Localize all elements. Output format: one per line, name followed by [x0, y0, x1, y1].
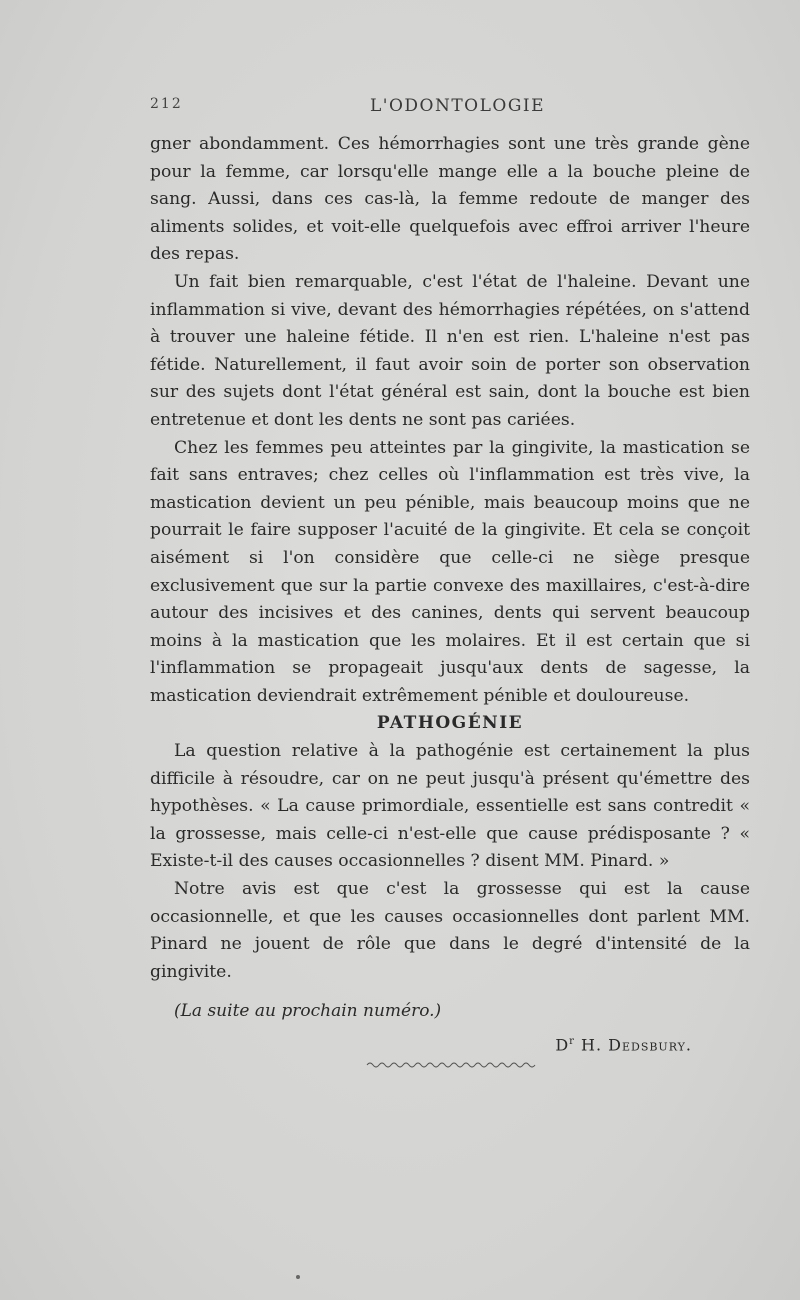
continuation-text: (La suite au prochain numéro.)	[174, 1001, 442, 1022]
page-speck	[296, 1275, 300, 1279]
paragraph-3: Chez les femmes peu atteintes par la gingivite, la mastication se fait sans entraves; chez celles où l'inflammation est très vive, la mastication devient un peu pénible, mais beaucoup moins que ne pourrait le faire supposer l'acuité de la gingivite. Et cela se conçoit aisément si l'on considère que celle-ci ne siège presque exclusivement que sur la partie convexe des maxillaires, c'est-à-dire autour des incisives et des canines, dents qui servent beaucoup moins à la mastication que les molaires. Et il est certain que si l'inflammation se propageait jusqu'aux dents de sagesse, la mastication deviendrait extrêmement pénible et douloureuse.	[150, 437, 750, 706]
paragraph-1: gner abondamment. Ces hémorrhagies sont une très grande gène pour la femme, car lorsqu'elle mange elle a la bouche pleine de sang. Aussi, dans ces cas-là, la femme redoute de manger des aliments solides, et voit-elle quelquefois avec effroi arriver l'heure des repas.	[150, 134, 750, 265]
signature-name: H. Dedsbury.	[581, 1035, 692, 1055]
paragraph-2: Un fait bien remarquable, c'est l'état de l'haleine. Devant une inflammation si vive, devant des hémorrhagies répétées, on s'attend à trouver une haleine fétide. Il n'en est rien. L'haleine n'est pas fétide. Naturellement, il faut avoir soin de porter son observation sur des sujets dont l'état général est sain, dont la bouche est bien entretenue et dont les dents ne sont pas cariées.	[150, 271, 750, 430]
signature-prefix: D	[555, 1035, 570, 1055]
paragraph-4: La question relative à la pathogénie est certainement la plus difficile à résoudre, car on ne peut jusqu'à présent qu'émettre des hypothèses. « La cause primordiale, essentielle est sans contredit « la grossesse, mais celle-ci n'est-elle que cause prédisposante ? « Existe-t-il des causes occasionnelles ? disent MM. Pinard. »	[150, 741, 750, 872]
running-title: L'ODONTOLOGIE	[370, 96, 546, 116]
ornament-divider	[365, 1057, 540, 1071]
signature-superscript: r	[569, 1036, 575, 1047]
page-number: 212	[150, 96, 183, 112]
author-signature	[150, 1028, 750, 1059]
continuation-note	[150, 998, 750, 1026]
paragraph-5: Notre avis est que c'est la grossesse qui est la cause occasionnelle, et que les causes occasionnelles dont parlent MM. Pinard ne jouent de rôle que dans le degré d'intensité de la gingivite.	[150, 879, 750, 982]
running-head	[150, 96, 750, 120]
section-heading: PATHOGÉNIE	[376, 713, 524, 734]
body-text	[150, 131, 750, 1059]
